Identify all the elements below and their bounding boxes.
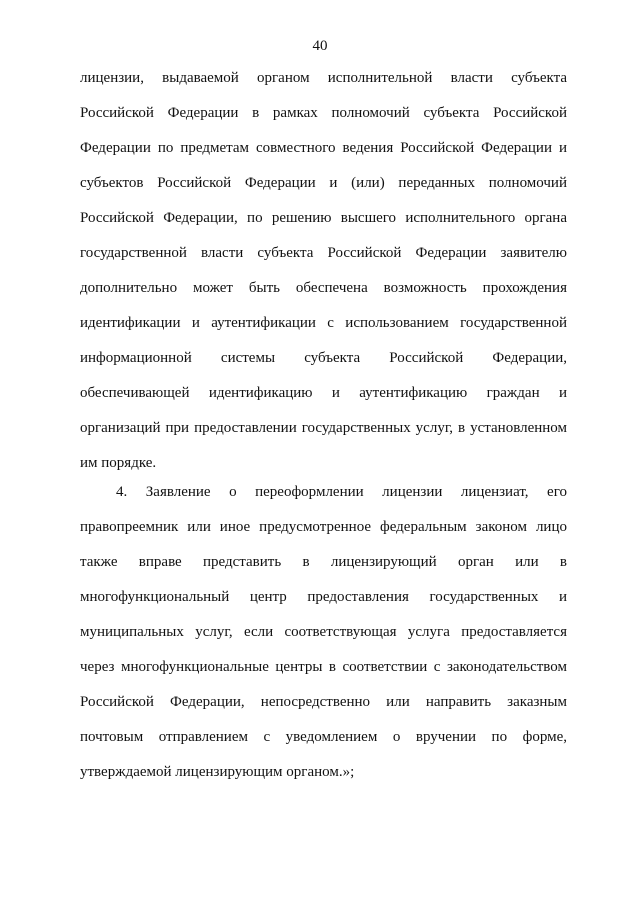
text-line: информационной системы субъекта Российской Федерации, [80, 350, 567, 366]
text-line: утверждаемой лицензирующим органом.»; [80, 764, 355, 780]
text-line: лицензии, выдаваемой органом исполнительной власти субъекта [80, 70, 567, 86]
text-line: субъектов Российской Федерации и (или) переданных полномочий [80, 175, 567, 191]
text-line: обеспечивающей идентификацию и аутентификацию граждан и [80, 385, 567, 401]
text-line: им порядке. [80, 455, 157, 471]
text-line: почтовым отправлением с уведомлением о вручении по форме, [80, 729, 567, 745]
text-line: организаций при предоставлении государственных услуг, в установленном [80, 420, 567, 436]
text-line: Российской Федерации, по решению высшего исполнительного органа [80, 210, 567, 226]
paragraph-license-identification [80, 68, 567, 488]
text-line: государственной власти субъекта Российской Федерации заявителю [80, 245, 567, 261]
text-line: 4. Заявление о переоформлении лицензии лицензиат, его [116, 484, 567, 500]
text-line: также вправе представить в лицензирующий орган или в [80, 554, 567, 570]
text-line: идентификации и аутентификации с использованием государственной [80, 315, 567, 331]
text-line: муниципальных услуг, если соответствующая услуга предоставляется [80, 624, 567, 640]
text-line: правопреемник или иное предусмотренное федеральным законом лицо [80, 519, 567, 535]
text-line: Российской Федерации в рамках полномочий субъекта Российской [80, 105, 567, 121]
text-line: через многофункциональные центры в соответствии с законодательством [80, 659, 567, 675]
paragraph-reissue-application [80, 482, 567, 797]
text-line: Российской Федерации, непосредственно или направить заказным [80, 694, 567, 710]
page-number: 40 [312, 38, 328, 54]
text-line: Федерации по предметам совместного ведения Российской Федерации и [80, 140, 567, 156]
text-line: многофункциональный центр предоставления государственных и [80, 589, 567, 605]
text-line: дополнительно может быть обеспечена возможность прохождения [80, 280, 567, 296]
